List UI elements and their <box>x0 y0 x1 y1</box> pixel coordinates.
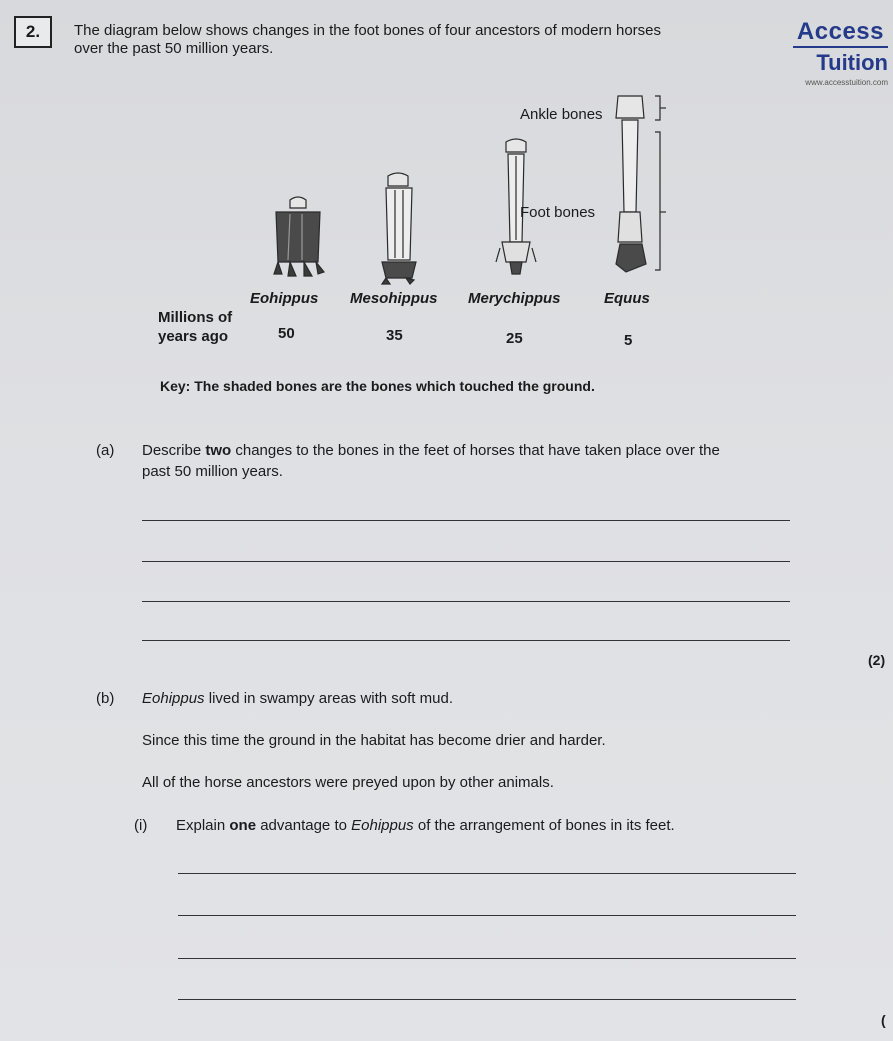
foot-bones-diagram <box>150 92 770 362</box>
access-tuition-logo <box>760 18 888 87</box>
ankle-bones-label: Ankle bones <box>520 106 603 123</box>
answer-line[interactable] <box>142 520 790 521</box>
answer-line[interactable] <box>178 915 796 916</box>
part-b-i-marks: ( <box>881 1012 886 1028</box>
mesohippus-years: 35 <box>386 327 403 344</box>
part-a-marks: (2) <box>868 652 886 668</box>
answer-line[interactable] <box>142 640 790 641</box>
diagram-key: Key: The shaded bones are the bones which touched the ground. <box>160 378 595 394</box>
answer-line[interactable] <box>178 873 796 874</box>
mesohippus-name: Mesohippus <box>350 290 438 307</box>
equus-foot-icon <box>616 96 666 272</box>
part-b-line-2: Since this time the ground in the habitat has become drier and harder. <box>142 732 606 749</box>
answer-line[interactable] <box>142 601 790 602</box>
part-b-i-question: Explain one advantage to Eohippus of the arrangement of bones in its feet. <box>176 817 675 834</box>
answer-line[interactable] <box>142 561 790 562</box>
part-a-question: Describe two changes to the bones in the feet of horses that have taken place over the past 50 million years. <box>142 442 720 480</box>
logo-access-text: Access <box>793 18 888 48</box>
answer-line[interactable] <box>178 958 796 959</box>
eohippus-foot-icon <box>274 197 324 276</box>
mesohippus-foot-icon <box>382 173 416 284</box>
logo-tuition-text: Tuition <box>816 50 888 75</box>
part-b-line-3: All of the horse ancestors were preyed upon by other animals. <box>142 774 554 791</box>
eohippus-name: Eohippus <box>250 290 319 307</box>
part-b-line-1: Eohippus lived in swampy areas with soft mud. <box>142 690 453 707</box>
row-label: Millions of years ago <box>158 309 233 345</box>
question-number: 2. <box>14 16 52 48</box>
part-b-i-label: (i) <box>134 817 148 834</box>
answer-line[interactable] <box>178 999 796 1000</box>
foot-bones-illustration <box>150 92 770 362</box>
logo-url: www.accesstuition.com <box>805 78 888 87</box>
eohippus-years: 50 <box>278 325 295 342</box>
merychippus-years: 25 <box>506 330 523 347</box>
intro-line-2: over the past 50 million years. <box>74 40 274 57</box>
equus-name: Equus <box>604 290 650 307</box>
question-intro <box>74 22 754 58</box>
part-a-label: (a) <box>96 442 115 459</box>
merychippus-name: Merychippus <box>468 290 561 307</box>
intro-line-1: The diagram below shows changes in the foot bones of four ancestors of modern horses <box>74 22 661 39</box>
equus-years: 5 <box>624 332 633 349</box>
part-b-label: (b) <box>96 690 115 707</box>
foot-bones-label: Foot bones <box>520 204 596 221</box>
